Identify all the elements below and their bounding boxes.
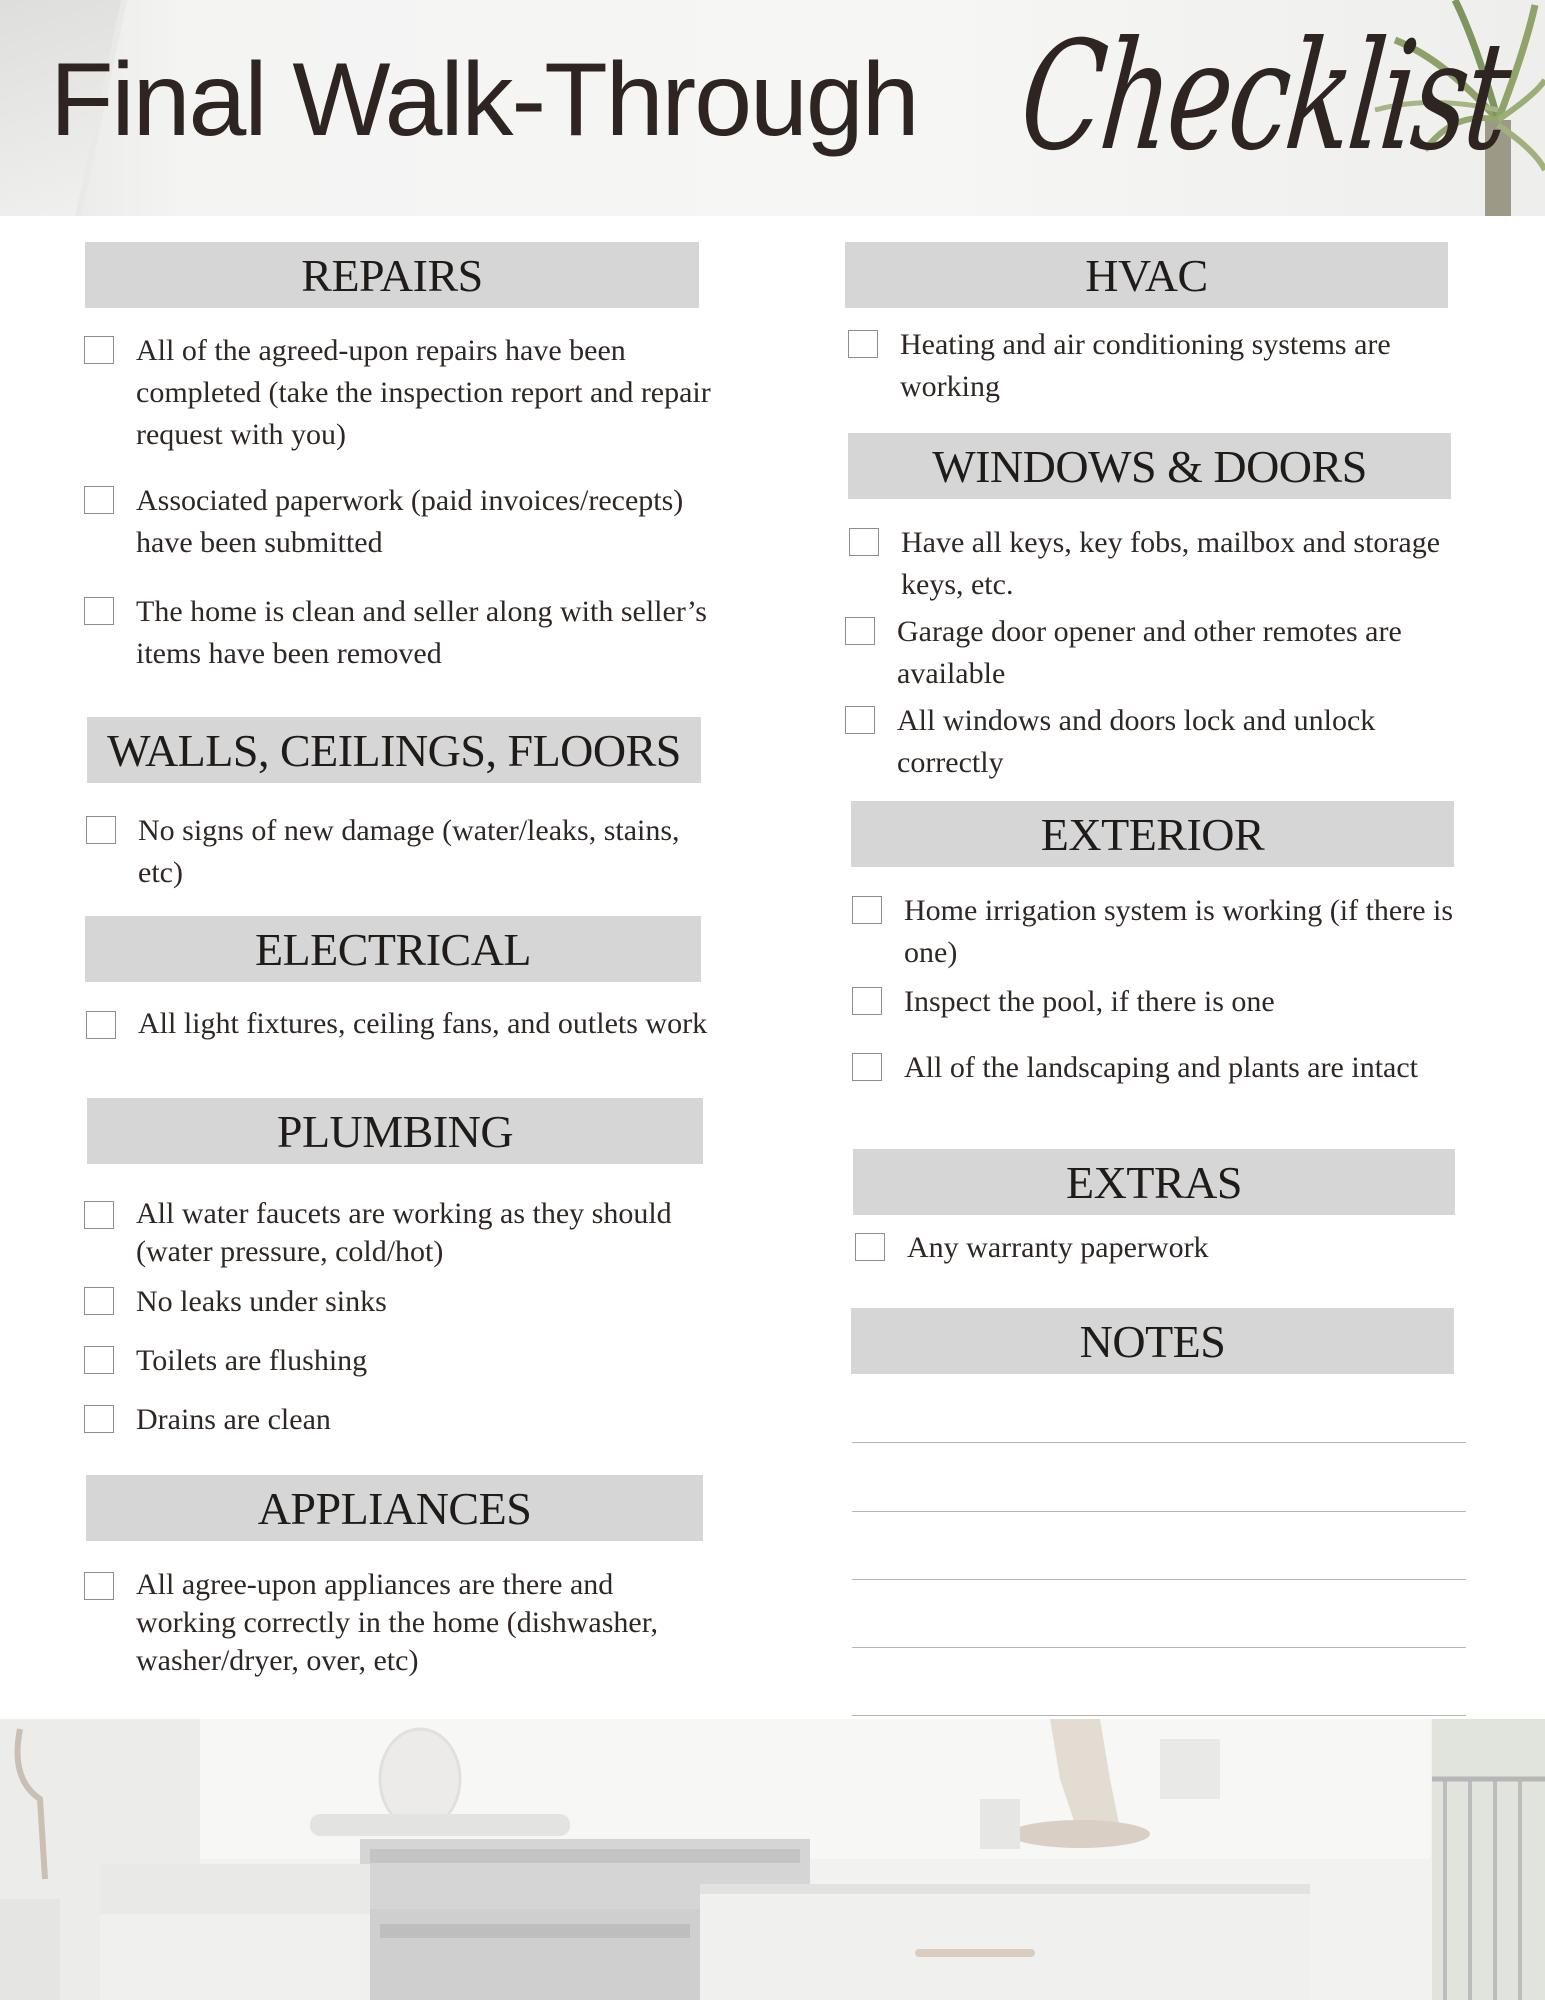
header-banner — [0, 0, 1545, 216]
checklist-item — [845, 700, 1469, 784]
checklist-item — [84, 1399, 714, 1441]
checkbox[interactable] — [84, 1572, 114, 1600]
checklist-item — [84, 330, 714, 456]
checkbox[interactable] — [86, 1011, 116, 1039]
checkbox[interactable] — [84, 336, 114, 364]
page-title-script: Checklist — [1013, 10, 1516, 184]
checklist-item-text: Have all keys, key fobs, mailbox and storage keys, etc. — [901, 526, 1441, 601]
checklist-item-text: The home is clean and seller along with seller’s items have been removed — [136, 595, 707, 670]
checklist-item-text: All water faucets are working as they should (water pressure, cold/hot) — [136, 1197, 672, 1268]
checklist-item-text: Home irrigation system is working (if there is one) — [904, 894, 1454, 969]
checklist-item-text: Toilets are flushing — [136, 1344, 368, 1377]
checklist-item — [852, 1047, 1472, 1089]
checklist-item — [84, 1340, 714, 1382]
kitchen-photo — [0, 1719, 1545, 2000]
notes-line[interactable] — [852, 1579, 1466, 1580]
checkbox[interactable] — [852, 987, 882, 1015]
section-header-exterior: EXTERIOR — [851, 801, 1454, 867]
checkbox[interactable] — [84, 486, 114, 514]
checklist-item — [86, 1005, 716, 1043]
checklist-item-text: Drains are clean — [136, 1403, 331, 1436]
checkbox[interactable] — [84, 1201, 114, 1229]
checklist-item-text: All of the agreed-upon repairs have been completed (take the inspection report and repair request with you) — [136, 334, 711, 451]
checkbox[interactable] — [852, 1053, 882, 1081]
checkbox[interactable] — [852, 896, 882, 924]
checklist-item — [852, 890, 1472, 974]
checklist-item — [84, 591, 714, 675]
checklist-item — [84, 1281, 714, 1323]
checklist-item-text: Heating and air conditioning systems are working — [900, 328, 1391, 403]
kitchen-illustration — [0, 1719, 1545, 2000]
notes-line[interactable] — [852, 1715, 1466, 1716]
checklist-item — [848, 324, 1468, 408]
checklist-item-text: All light fixtures, ceiling fans, and outlets work — [138, 1007, 708, 1040]
checkbox[interactable] — [84, 1287, 114, 1315]
notes-line[interactable] — [852, 1647, 1466, 1648]
section-header-windows-doors: WINDOWS & DOORS — [848, 433, 1451, 499]
checkbox[interactable] — [84, 1346, 114, 1374]
checklist-item — [84, 1195, 714, 1271]
checklist-item — [84, 480, 714, 564]
section-header-hvac: HVAC — [845, 242, 1448, 308]
checklist-item-text: Any warranty paperwork — [907, 1231, 1209, 1264]
checklist-item-text: Associated paperwork (paid invoices/recepts) have been submitted — [136, 484, 684, 559]
checklist-item-text: All of the landscaping and plants are intact — [904, 1051, 1418, 1084]
checklist-item-text: All agree-upon appliances are there and working correctly in the home (dishwasher, washer/dryer, over, etc) — [136, 1568, 658, 1677]
checklist-item — [845, 611, 1469, 695]
checklist-item-text: No signs of new damage (water/leaks, stains, etc) — [138, 814, 680, 889]
checkbox[interactable] — [845, 706, 875, 734]
checklist-item-text: Inspect the pool, if there is one — [904, 985, 1275, 1018]
checklist-item — [849, 522, 1469, 606]
page-title: Final Walk-Through — [50, 42, 918, 158]
section-header-walls-ceilings-floors: WALLS, CEILINGS, FLOORS — [87, 717, 701, 783]
section-header-appliances: APPLIANCES — [86, 1475, 703, 1541]
checkbox[interactable] — [84, 597, 114, 625]
section-header-notes: NOTES — [851, 1308, 1454, 1374]
checklist-item — [84, 1566, 714, 1680]
checklist-item — [852, 981, 1472, 1023]
checklist-item — [86, 810, 716, 894]
checklist-item — [855, 1227, 1475, 1269]
checkbox[interactable] — [849, 528, 879, 556]
checkbox[interactable] — [855, 1233, 885, 1261]
checkbox[interactable] — [845, 617, 875, 645]
notes-line[interactable] — [852, 1442, 1466, 1443]
section-header-extras: EXTRAS — [853, 1149, 1455, 1215]
checklist-item-text: Garage door opener and other remotes are available — [897, 615, 1402, 690]
checkbox[interactable] — [848, 330, 878, 358]
checkbox[interactable] — [86, 816, 116, 844]
section-header-repairs: REPAIRS — [85, 242, 699, 308]
checklist-item-text: All windows and doors lock and unlock correctly — [897, 704, 1376, 779]
checkbox[interactable] — [84, 1405, 114, 1433]
section-header-plumbing: PLUMBING — [87, 1098, 703, 1164]
notes-line[interactable] — [852, 1511, 1466, 1512]
checklist-item-text: No leaks under sinks — [136, 1285, 387, 1318]
section-header-electrical: ELECTRICAL — [85, 916, 701, 982]
